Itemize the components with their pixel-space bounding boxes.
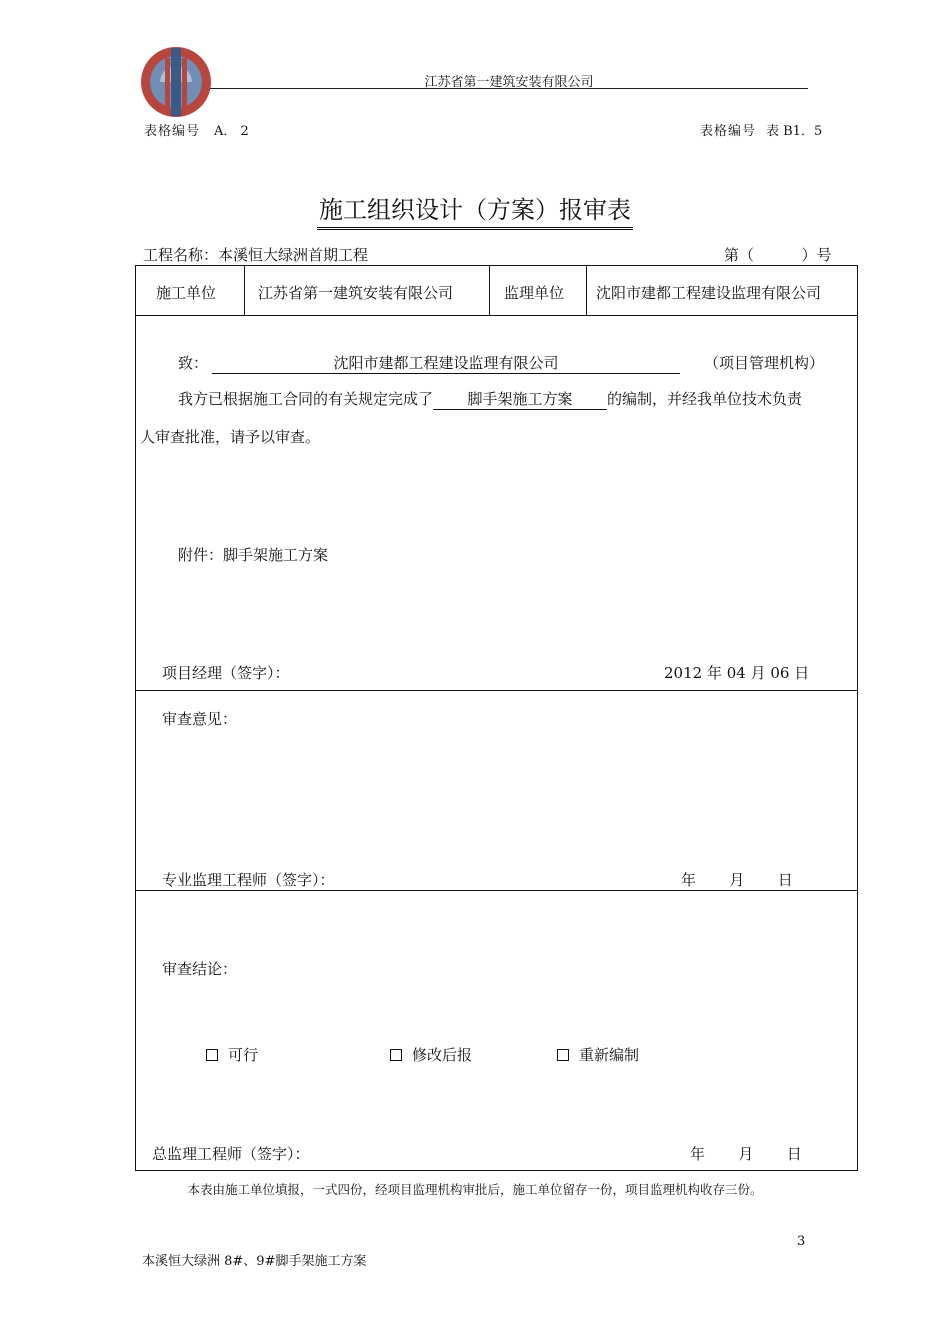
letter-to-line <box>212 352 680 374</box>
conclusion-date: 年 月 日 <box>690 1145 802 1163</box>
attachment-text: 附件：脚手架施工方案 <box>178 546 329 564</box>
form-note: 本表由施工单位填报，一式四份，经项目监理机构审批后，施工单位留存一份，项目监理机构收存三份。 <box>187 1182 763 1197</box>
page-number: 3 <box>797 1234 806 1249</box>
checkbox-icon[interactable] <box>390 1049 402 1061</box>
form-code-left-value: A． 2 <box>214 124 249 139</box>
letter-to-value: 沈阳市建都工程建设监理有限公司 <box>212 352 680 374</box>
row-divider <box>136 890 857 891</box>
checkbox-icon[interactable] <box>557 1049 569 1061</box>
project-name: 工程名称：本溪恒大绿洲首期工程 <box>143 246 369 264</box>
form-code-right-label: 表格编号 <box>700 124 757 139</box>
project-manager-signature: 项目经理（签字）： <box>162 664 290 682</box>
form-number: 第（ ）号 <box>724 246 832 264</box>
cell-divider <box>244 266 245 316</box>
supervision-unit-label: 监理单位 <box>504 284 565 302</box>
letter-date: 2012 年 04 月 06 日 <box>664 664 810 682</box>
form-code-right-value: 表 B1．5 <box>766 124 823 139</box>
letter-body-line1 <box>178 388 802 410</box>
option-label: 修改后报 <box>412 1046 473 1064</box>
conclusion-label: 审查结论： <box>162 960 238 978</box>
supervision-unit-value: 沈阳市建都工程建设监理有限公司 <box>596 284 822 302</box>
construction-unit-label: 施工单位 <box>156 284 217 302</box>
review-opinion-label: 审查意见： <box>162 710 238 728</box>
cell-divider <box>586 266 587 316</box>
option-revise-resubmit[interactable] <box>390 1044 472 1065</box>
letter-to-suffix: （项目管理机构） <box>704 354 825 372</box>
option-label: 可行 <box>228 1046 259 1064</box>
page-title <box>0 190 950 230</box>
chief-engineer-signature: 总监理工程师（签字）： <box>152 1145 310 1163</box>
letter-body-prefix: 我方已根据施工合同的有关规定完成了 <box>178 390 434 408</box>
page-footer: 本溪恒大绿洲 8#、9#脚手架施工方案 <box>142 1254 367 1269</box>
checkbox-icon[interactable] <box>206 1049 218 1061</box>
row-divider <box>136 690 857 691</box>
header-company: 江苏省第一建筑安装有限公司 <box>424 75 594 90</box>
form-code-left-label: 表格编号 <box>144 124 201 139</box>
company-logo-icon <box>138 44 214 120</box>
option-feasible[interactable] <box>206 1044 258 1065</box>
construction-unit-value: 江苏省第一建筑安装有限公司 <box>258 284 454 302</box>
letter-to-label: 致： <box>178 354 209 372</box>
letter-body-suffix: 的编制，并经我单位技术负责 <box>607 390 803 408</box>
cell-divider <box>489 266 490 316</box>
plan-name: 脚手架施工方案 <box>433 388 607 410</box>
option-label: 重新编制 <box>579 1046 640 1064</box>
row-divider <box>136 315 857 316</box>
page-title-text: 施工组织设计（方案）报审表 <box>317 190 633 230</box>
option-recompile[interactable] <box>557 1044 639 1065</box>
engineer-signature: 专业监理工程师（签字）： <box>162 871 335 889</box>
approval-form-table <box>135 265 858 1171</box>
letter-body-line2: 人审查批准，请予以审查。 <box>140 428 321 446</box>
review-date: 年 月 日 <box>681 871 793 889</box>
